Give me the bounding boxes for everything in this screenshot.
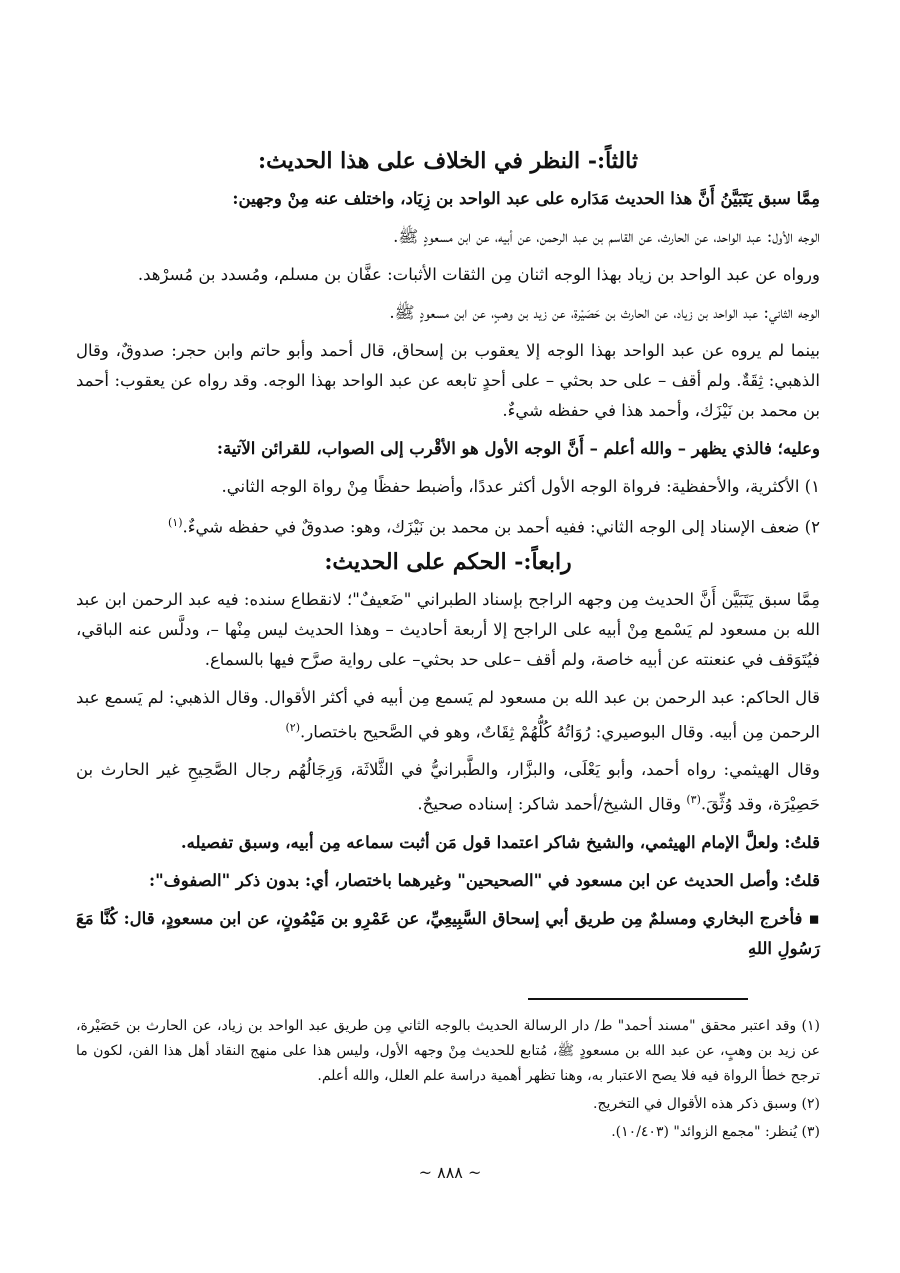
footnote-3: (٣) يُنظر: "مجمع الزوائد" (١٠/٤٠٣). [611, 1124, 820, 1140]
evidence-item-2 [76, 508, 820, 543]
footnote-ref-3[interactable]: (٣) [686, 793, 701, 806]
footnote-ref-1[interactable]: (١) [167, 516, 183, 529]
section-3-title: ثالثاً:- النظر في الخلاف على هذا الحديث: [258, 148, 638, 174]
footnote-2: (٢) وسبق ذكر هذه الأقوال في التخريج. [593, 1096, 820, 1112]
main-content [76, 148, 820, 972]
hakim-quote [76, 683, 820, 748]
second-aspect: الوجه الثاني: عبد الواحد بن زياد، عن الحارث بن حَصَيْرة، عن زيد بن وهبٍ، عن ابن مسعودٍ ﷺ. [389, 303, 820, 322]
footnote-1: (١) وقد اعتبر محقق "مسند أحمد" ط/ دار الرسالة الحديث بالوجه الثاني مِن طريق عبد الواحد بن زياد، عن الحارث بن حَصَيْرة، عن زيد بن وهبٍ، عن عبد الله بن مسعودٍ ﷺ، مُتابع للحديث مِنْ وجهه الأول، وليس هذا على منهج النقاد أهل هذا الفن، لكون ما ترجح خطأ الرواة فيه فلا يصح الاعتبار به، وهنا تظهر أهمية دراسة علم العلل، والله أعلم. [76, 1018, 820, 1084]
footnotes [76, 1014, 820, 1148]
first-aspect-narrators: ورواه عن عبد الواحد بن زياد بهذا الوجه اثنان مِن الثقات الأثبات: عفَّان بن مسلم، ومُسدد بن مُسرْهد. [137, 265, 820, 284]
evidence-item-2-text: ٢) ضعف الإسناد إلى الوجه الثاني: ففيه أحمد بن محمد بن نَيْزَك، وهو: صدوقٌ في حفظه شيءٌ. [182, 517, 820, 537]
shakir-quote: وقال الشيخ/أحمد شاكر: إسناده صحيحٌ. [417, 794, 687, 814]
conclusion: وعليه؛ فالذي يظهر – والله أعلم – أَنَّ الوجه الأول هو الأقْرب إلى الصواب، للقرائن الآتية: [216, 439, 820, 458]
section-3-intro: مِمَّا سبق يَتَبَيَّنُ أَنَّ هذا الحديث مَدَاره على عبد الواحد بن زِيَاد، واختلف عنه مِنْ وجهين: [232, 189, 820, 208]
ruling-paragraph: مِمَّا سبق يَتَبَيَّن أَنَّ الحديث مِن وجهه الراجح بإسناد الطبراني "ضَعيفٌ"؛ لانقطاع سنده: فيه عبد الرحمن ابن عبد الله بن مسعود لم يَسْمع مِنْ أبيه على الراجح إلا أربعة أحاديث – وهذا الحديث ليس مِنْها –، ودلَّس عنه الباقي، فيُتَوَقف في عنعنته عن أبيه خاصة، ولم أقف –على حد بحثي– على رواية صرَّح فيها بالسماع. [76, 589, 820, 669]
section-4-title: رابعاً:- الحكم على الحديث: [324, 548, 572, 575]
footnote-divider [528, 998, 748, 1000]
evidence-item-1: ١) الأكثرية، والأحفظية: فرواة الوجه الأول أكثر عددًا، وأضبط حفظًا مِنْ رواة الوجه الثاني. [221, 477, 820, 496]
haythami-quote [76, 755, 820, 820]
hakim-quote-text: قال الحاكم: عبد الرحمن بن عبد الله بن مسعود لم يَسمع مِن أبيه في أكثر الأقوال. وقال الذهبي: لم يَسمع عبد الرحمن مِن أبيه. وقال البوصيري: رُوَاتُهُ كُلُّهُمْ ثِقَاتٌ، وهو في الصَّحيح باختصار. [76, 687, 820, 741]
author-note-1: قلتُ: ولعلَّ الإمام الهيثمي، والشيخ شاكر اعتمدا قول مَن أثبت سماعه مِن أبيه، وسبق تفصيله. [180, 832, 820, 852]
author-note-2: قلتُ: وأصل الحديث عن ابن مسعود في "الصحيحين" وغيرهما باختصار، أي: بدون ذكر "الصفوف": [149, 870, 820, 890]
first-aspect: الوجه الأول: عبد الواحد، عن الحارث، عن القاسم بن عبد الرحمن، عن أبيه، عن ابن مسعودٍ ﷺ. [393, 227, 820, 246]
page-number: ~ ٨٨٨ ~ [418, 1163, 482, 1182]
haythami-quote-text: وقال الهيثمي: رواه أحمد، وأبو يَعْلَى، والبزَّار، والطَّبرانيُّ في الثَّلاثَة، وَرِجَالُهُم رجال الصَّحِيحِ غير الحارث بن حَصِيْرَة، وقد وُثِّقَ. [76, 760, 820, 814]
footnote-ref-2[interactable]: (٢) [285, 720, 301, 734]
second-aspect-narrators: بينما لم يروه عن عبد الواحد بهذا الوجه إلا يعقوب بن إسحاق، قال أحمد وأبو حاتم وابن حجر: صدوقٌ، وقال الذهبي: ثِقَةٌ. ولم أقف – على حد بحثي – على أحدٍ تابعه عن عبد الواحد بهذا الوجه. وقد رواه عن يعقوب: أحمد بن محمد بن نَيْزَك، وأحمد هذا في حفظه شيءٌ. [76, 341, 820, 420]
bukhari-muslim-bullet: ▪ فأخرج البخاري ومسلمٌ مِن طريق أبي إسحاق السَّبِيعِيِّ، عن عَمْرِو بن مَيْمُونٍ، عن ابن مسعودٍ، قال: كُنَّا مَعَ رَسُولِ اللهِ [76, 904, 820, 964]
